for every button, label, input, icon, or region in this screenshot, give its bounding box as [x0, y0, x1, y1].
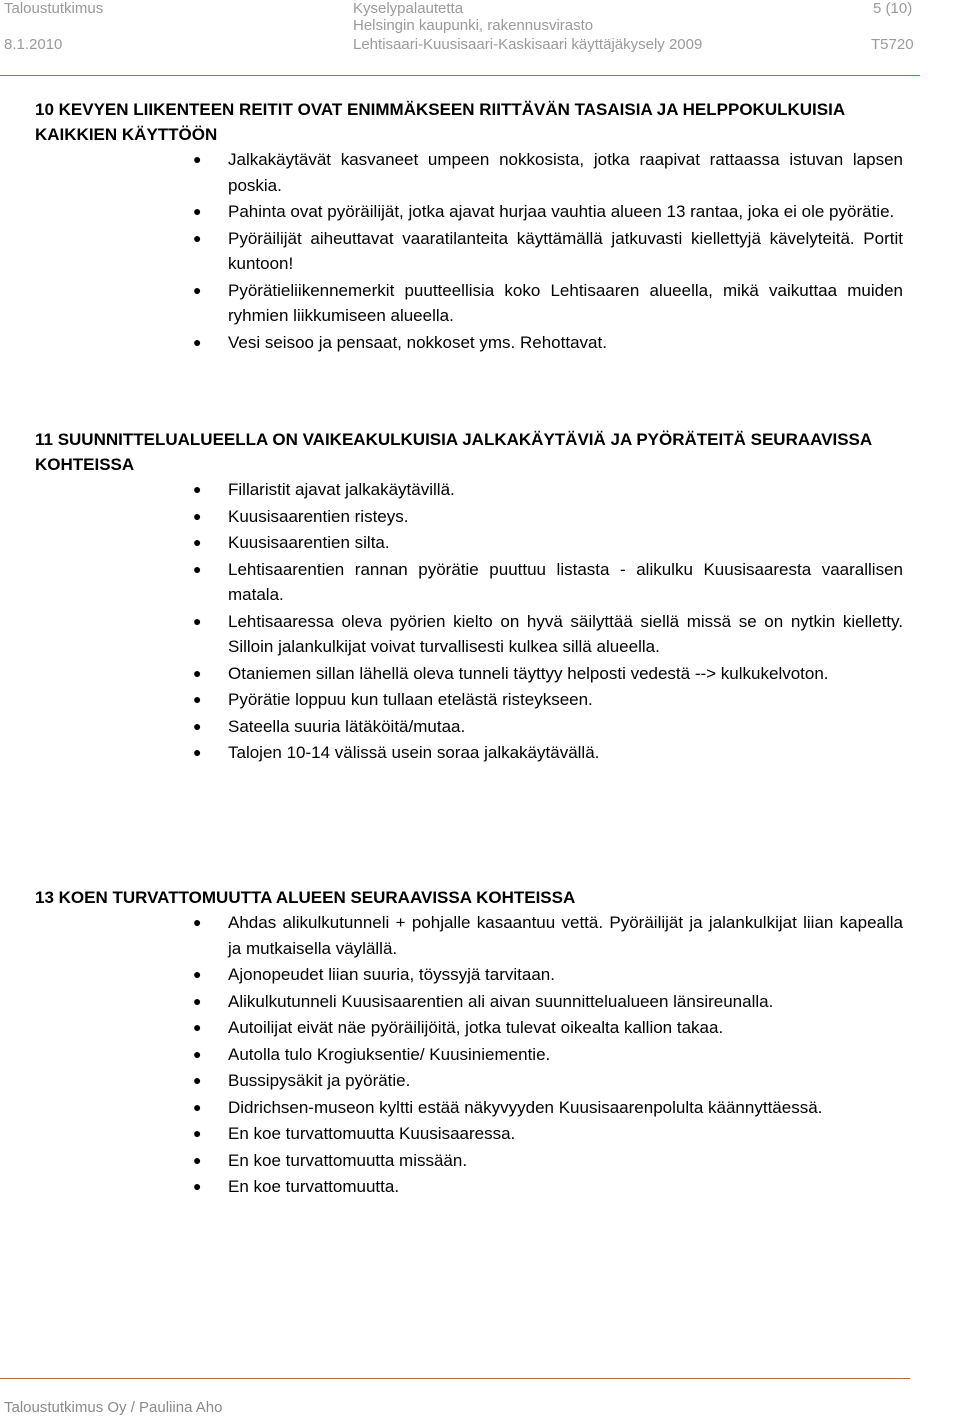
header-divider [0, 75, 920, 76]
list-item [35, 557, 903, 608]
header-code: T5720 [871, 36, 914, 53]
list-item-text: Autoilijat eivät näe pyöräilijöitä, jotka tulevat oikealta kallion takaa. [228, 1018, 724, 1037]
bullet-icon: ● [193, 1019, 202, 1035]
section-title: 13 KOEN TURVATTOMUUTTA ALUEEN SEURAAVISSA KOHTEISSA [35, 888, 576, 907]
list-item-text: Lehtisaaressa oleva pyörien kielto on hyvä säilyttää siellä missä se on nytkin kielletty. Silloin jalankulkijat voivat turvallisesti kulkea sillä alueella. [228, 611, 903, 656]
section-title: 11 SUUNNITTELUALUEELLA ON VAIKEAKULKUISIA JALKAKÄYTÄVIÄ JA PYÖRÄTEITÄ SEURAAVISSA KOHTEISSA [35, 430, 872, 474]
list-item-text: Lehtisaarentien rannan pyörätie puuttuu listasta - alikulku Kuusisaaresta vaarallisen matala. [228, 559, 903, 604]
list-item [35, 477, 903, 503]
list-item-text: Vesi seisoo ja pensaat, nokkoset yms. Rehottavat. [228, 332, 607, 352]
list-item-text: Ajonopeudet liian suuria, töyssyjä tarvitaan. [228, 965, 555, 984]
list-item-text: Fillaristit ajavat jalkakäytävillä. [228, 480, 455, 499]
list-item [35, 1121, 903, 1147]
list-item-text: En koe turvattomuutta. [228, 1177, 400, 1196]
list-item [35, 609, 903, 660]
list-item-text: Pahinta ovat pyöräilijät, jotka ajavat hurjaa vauhtia alueen 13 rantaa, joka ei ole pyörätie. [228, 202, 895, 221]
header-title-line2: Helsingin kaupunki, rakennusvirasto [353, 17, 594, 34]
list-item [35, 1068, 903, 1094]
list-item-text: Didrichsen-museon kyltti estää näkyvyyden Kuusisaarenpolulta käännyttäessä. [228, 1097, 823, 1117]
bullet-icon: ● [193, 914, 202, 930]
header-date: 8.1.2010 [4, 36, 63, 53]
bullet-icon: ● [193, 1045, 202, 1062]
list-item-text: Kuusisaarentien silta. [228, 533, 390, 552]
bullet-icon: ● [193, 1125, 202, 1141]
bullet-icon: ● [193, 717, 202, 734]
list-item-text: En koe turvattomuutta missään. [228, 1150, 468, 1170]
list-item-text: Talojen 10-14 välissä usein soraa jalkakäytävällä. [228, 743, 600, 762]
list-item-text: Alikulkutunneli Kuusisaarentien ali aivan suunnittelualueen länsireunalla. [228, 991, 774, 1011]
list-item [35, 989, 903, 1015]
header-page-number: 5 (10) [873, 0, 913, 17]
section-13 [35, 885, 925, 1201]
section-10 [35, 97, 925, 356]
list-item-text: Ahdas alikulkutunneli + pohjalle kasaantuu vettä. Pyöräilijät ja jalankulkijat liian kapealla ja mutkaisella väylällä. [228, 913, 903, 958]
bullet-icon: ● [193, 1072, 202, 1088]
bullet-icon: ● [193, 534, 202, 550]
bullet-icon: ● [193, 1098, 202, 1115]
section-11 [35, 427, 925, 767]
list-item-text: Bussipysäkit ja pyörätie. [228, 1071, 411, 1090]
bullet-icon: ● [193, 507, 202, 524]
bullet-list [35, 910, 925, 1200]
list-item-text: Kuusisaarentien risteys. [228, 506, 409, 526]
list-item [35, 504, 903, 530]
bullet-icon: ● [193, 691, 202, 707]
bullet-icon: ● [193, 664, 202, 681]
bullet-icon: ● [193, 560, 202, 577]
list-item-text: Autolla tulo Krogiuksentie/ Kuusiniementie. [228, 1044, 551, 1064]
list-item [35, 278, 903, 329]
list-item [35, 1174, 903, 1200]
list-item [35, 147, 903, 198]
list-item [35, 1015, 903, 1041]
list-item [35, 661, 903, 687]
header-title-line1: Kyselypalautetta [353, 0, 464, 17]
bullet-icon: ● [193, 151, 202, 167]
list-item-text: Pyörätie loppuu kun tullaan etelästä risteykseen. [228, 690, 593, 709]
bullet-icon: ● [193, 333, 202, 350]
bullet-icon: ● [193, 1151, 202, 1168]
list-item-text: Jalkakäytävät kasvaneet umpeen nokkosista, jotka raapivat rattaassa istuvan lapsen poskia. [228, 150, 903, 195]
list-item [35, 687, 903, 713]
list-item [35, 330, 903, 356]
list-item-text: En koe turvattomuutta Kuusisaaressa. [228, 1124, 516, 1143]
footer-text: Taloustutkimus Oy / Pauliina Aho [4, 1399, 223, 1416]
section-title: 10 KEVYEN LIIKENTEEN REITIT OVAT ENIMMÄKSEEN RIITTÄVÄN TASAISIA JA HELPPOKULKUISIA KAIKKIEN KÄYTTÖÖN [35, 100, 845, 144]
bullet-list [35, 477, 925, 766]
bullet-list [35, 147, 925, 355]
list-item-text: Otaniemen sillan lähellä oleva tunneli täyttyy helposti vedestä --> kulkukelvoton. [228, 663, 829, 683]
list-item-text: Sateella suuria lätäköitä/mutaa. [228, 716, 466, 736]
bullet-icon: ● [193, 966, 202, 982]
bullet-icon: ● [193, 992, 202, 1009]
list-item [35, 962, 903, 988]
list-item-text: Pyöräilijät aiheuttavat vaaratilanteita käyttämällä jatkuvasti kiellettyjä kävelyteitä. Portit kuntoon! [228, 228, 903, 273]
footer-divider [0, 1378, 910, 1379]
list-item [35, 1042, 903, 1068]
bullet-icon: ● [193, 744, 202, 760]
list-item [35, 199, 903, 225]
list-item [35, 1148, 903, 1174]
header-title-line3: Lehtisaari-Kuusisaari-Kaskisaari käyttäjäkysely 2009 [353, 36, 703, 53]
bullet-icon: ● [193, 203, 202, 219]
bullet-icon: ● [193, 1178, 202, 1194]
bullet-icon: ● [193, 281, 202, 298]
bullet-icon: ● [193, 229, 202, 246]
bullet-icon: ● [193, 481, 202, 497]
list-item [35, 1095, 903, 1121]
list-item [35, 714, 903, 740]
list-item-text: Pyörätieliikennemerkit puutteellisia koko Lehtisaaren alueella, mikä vaikuttaa muiden ryhmien liikkumiseen alueella. [228, 280, 903, 325]
bullet-icon: ● [193, 612, 202, 629]
list-item [35, 740, 903, 766]
header-company: Taloustutkimus [4, 0, 104, 17]
list-item [35, 910, 903, 961]
list-item [35, 226, 903, 277]
list-item [35, 530, 903, 556]
